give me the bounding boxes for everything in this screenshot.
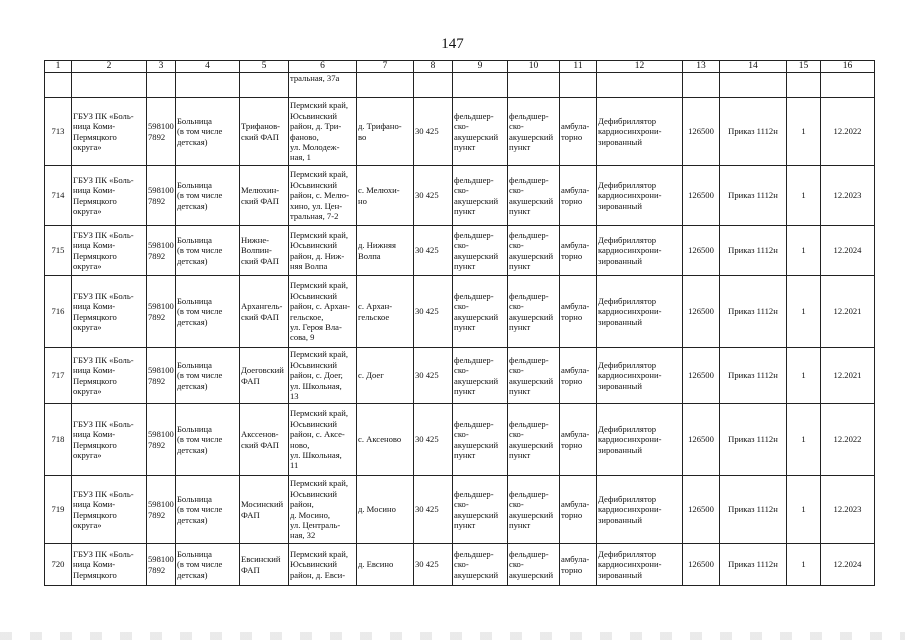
cell-address: Пермский край, Юсьвинский район, с. Доег, ул. Школьная, 13 bbox=[289, 348, 357, 404]
cell-code: 598100 7892 bbox=[147, 166, 176, 226]
cell-code: 598100 7892 bbox=[147, 404, 176, 476]
cell-n: 716 bbox=[45, 276, 72, 348]
table-row bbox=[45, 276, 875, 348]
column-header-10: 10 bbox=[508, 61, 560, 73]
cell-order: Приказ 1112н bbox=[720, 226, 787, 276]
column-header-3: 3 bbox=[147, 61, 176, 73]
cell-code: 598100 7892 bbox=[147, 544, 176, 586]
cell-code13: 126500 bbox=[683, 544, 720, 586]
cell-col9: фельдшер- ско- акушерский пункт bbox=[453, 404, 508, 476]
cell-order: Приказ 1112н bbox=[720, 348, 787, 404]
cell-qty: 1 bbox=[787, 348, 821, 404]
table-row bbox=[45, 348, 875, 404]
cell-device: Дефибриллятор кардиосинхрони- зированный bbox=[597, 404, 683, 476]
cell-col9: фельдшер- ско- акушерский bbox=[453, 544, 508, 586]
column-header-8: 8 bbox=[414, 61, 453, 73]
cell-col11: амбула- торно bbox=[560, 166, 597, 226]
cell-date: 12.2022 bbox=[821, 98, 875, 166]
column-header-5: 5 bbox=[240, 61, 289, 73]
cell-org: ГБУЗ ПК «Боль- ница Коми- Пермяцкого округа» bbox=[72, 98, 147, 166]
cell-device: Дефибриллятор кардиосинхрони- зированный bbox=[597, 348, 683, 404]
cell-qty: 1 bbox=[787, 476, 821, 544]
cell-type: Больница (в том числе детская) bbox=[176, 98, 240, 166]
cell-qty: 1 bbox=[787, 226, 821, 276]
cell-org: ГБУЗ ПК «Боль- ница Коми- Пермяцкого округа» bbox=[72, 404, 147, 476]
column-header-14: 14 bbox=[720, 61, 787, 73]
cell-n: 718 bbox=[45, 404, 72, 476]
cell-col11: амбула- торно bbox=[560, 98, 597, 166]
cell-col10: фельдшер- ско- акушерский пункт bbox=[508, 404, 560, 476]
table-row bbox=[45, 166, 875, 226]
table-row bbox=[45, 544, 875, 586]
cell-org: ГБУЗ ПК «Боль- ница Коми- Пермяцкого округа» bbox=[72, 166, 147, 226]
cell-col10: фельдшер- ско- акушерский пункт bbox=[508, 476, 560, 544]
cell-col8: 30 425 bbox=[414, 404, 453, 476]
cell-address: Пермский край, Юсьвинский район, с. Мелю- хино, ул. Цен- тральная, 7-2 bbox=[289, 166, 357, 226]
cell-org: ГБУЗ ПК «Боль- ница Коми- Пермяцкого округа» bbox=[72, 476, 147, 544]
table-row bbox=[45, 226, 875, 276]
cell-col8: 30 425 bbox=[414, 98, 453, 166]
table-row bbox=[45, 98, 875, 166]
cell-type: Больница (в том числе детская) bbox=[176, 544, 240, 586]
cell-col8: 30 425 bbox=[414, 348, 453, 404]
cell-qty: 1 bbox=[787, 544, 821, 586]
cell-col11: амбула- торно bbox=[560, 226, 597, 276]
cell-n: 720 bbox=[45, 544, 72, 586]
cell-unit: Мелюхин- ский ФАП bbox=[240, 166, 289, 226]
cell-unit: Архангель- ский ФАП bbox=[240, 276, 289, 348]
cell-type: Больница (в том числе детская) bbox=[176, 476, 240, 544]
cell-unit: Акссенов- ский ФАП bbox=[240, 404, 289, 476]
cell-address: Пермский край, Юсьвинский район, д. Мосино, ул. Централь- ная, 32 bbox=[289, 476, 357, 544]
cell-org: ГБУЗ ПК «Боль- ница Коми- Пермяцкого округа» bbox=[72, 276, 147, 348]
cell-org: ГБУЗ ПК «Боль- ница Коми- Пермяцкого округа» bbox=[72, 348, 147, 404]
cell-settlement: д. Трифано- во bbox=[357, 98, 414, 166]
cell-code13: 126500 bbox=[683, 276, 720, 348]
cell-col10: фельдшер- ско- акушерский пункт bbox=[508, 226, 560, 276]
cell-order: Приказ 1112н bbox=[720, 166, 787, 226]
column-header-9: 9 bbox=[453, 61, 508, 73]
table-row bbox=[45, 404, 875, 476]
cell-qty: 1 bbox=[787, 404, 821, 476]
cell-unit: Трифанов- ский ФАП bbox=[240, 98, 289, 166]
cell-order: Приказ 1112н bbox=[720, 276, 787, 348]
cell-n: 715 bbox=[45, 226, 72, 276]
column-header-1: 1 bbox=[45, 61, 72, 73]
cell-settlement: д. Нижняя Волпа bbox=[357, 226, 414, 276]
cell-order: Приказ 1112н bbox=[720, 476, 787, 544]
cell-code13: 126500 bbox=[683, 166, 720, 226]
cell-address: Пермский край, Юсьвинский район, с. Архан- гельское, ул. Героя Вла- сова, 9 bbox=[289, 276, 357, 348]
cell-date: 12.2022 bbox=[821, 404, 875, 476]
cell-date: 12.2021 bbox=[821, 276, 875, 348]
cell-n: 717 bbox=[45, 348, 72, 404]
cell-qty: 1 bbox=[787, 166, 821, 226]
registry-table bbox=[44, 60, 875, 586]
cell-address: Пермский край, Юсьвинский район, д. Ниж- няя Волпа bbox=[289, 226, 357, 276]
cell-col9: фельдшер- ско- акушерский пункт bbox=[453, 476, 508, 544]
cell-org: ГБУЗ ПК «Боль- ница Коми- Пермяцкого bbox=[72, 544, 147, 586]
cell-code13: 126500 bbox=[683, 226, 720, 276]
cell-col10: фельдшер- ско- акушерский пункт bbox=[508, 276, 560, 348]
cell-col11: амбула- торно bbox=[560, 404, 597, 476]
column-header-7: 7 bbox=[357, 61, 414, 73]
table-row bbox=[45, 476, 875, 544]
column-header-15: 15 bbox=[787, 61, 821, 73]
cell-unit: Нижне- Волпин- ский ФАП bbox=[240, 226, 289, 276]
cell-unit: Доеговский ФАП bbox=[240, 348, 289, 404]
cell-code: 598100 7892 bbox=[147, 348, 176, 404]
cell-address: Пермский край, Юсьвинский район, с. Аксе- ново, ул. Школьная, 11 bbox=[289, 404, 357, 476]
cell-settlement: д. Мосино bbox=[357, 476, 414, 544]
cell-qty: 1 bbox=[787, 276, 821, 348]
cell-device: Дефибриллятор кардиосинхрони- зированный bbox=[597, 476, 683, 544]
cell-org: ГБУЗ ПК «Боль- ница Коми- Пермяцкого округа» bbox=[72, 226, 147, 276]
cell-unit: Мосинский ФАП bbox=[240, 476, 289, 544]
cell-col10: фельдшер- ско- акушерский bbox=[508, 544, 560, 586]
cell-col10: фельдшер- ско- акушерский пункт bbox=[508, 166, 560, 226]
cell-settlement: с. Аксеново bbox=[357, 404, 414, 476]
cell-type: Больница (в том числе детская) bbox=[176, 226, 240, 276]
cell-col9: фельдшер- ско- акушерский пункт bbox=[453, 276, 508, 348]
scan-edge-artifact bbox=[0, 632, 905, 640]
cell-settlement: с. Доег bbox=[357, 348, 414, 404]
cell-col8: 30 425 bbox=[414, 226, 453, 276]
cell-date: 12.2023 bbox=[821, 166, 875, 226]
cell-col8: 30 425 bbox=[414, 544, 453, 586]
column-header-6: 6 bbox=[289, 61, 357, 73]
cell-col8: 30 425 bbox=[414, 166, 453, 226]
cell-code13: 126500 bbox=[683, 404, 720, 476]
cell-date: 12.2024 bbox=[821, 544, 875, 586]
cell-address: Пермский край, Юсьвинский район, д. Евси- bbox=[289, 544, 357, 586]
cell-type: Больница (в том числе детская) bbox=[176, 348, 240, 404]
header-row bbox=[45, 61, 875, 73]
cell-order: Приказ 1112н bbox=[720, 404, 787, 476]
column-header-13: 13 bbox=[683, 61, 720, 73]
cell-qty: 1 bbox=[787, 98, 821, 166]
cell-device: Дефибриллятор кардиосинхрони- зированный bbox=[597, 98, 683, 166]
cell-col10: фельдшер- ско- акушерский пункт bbox=[508, 98, 560, 166]
column-header-12: 12 bbox=[597, 61, 683, 73]
cell-date: 12.2021 bbox=[821, 348, 875, 404]
column-header-11: 11 bbox=[560, 61, 597, 73]
cell-col9: фельдшер- ско- акушерский пункт bbox=[453, 98, 508, 166]
cell-order: Приказ 1112н bbox=[720, 98, 787, 166]
cell-n: 713 bbox=[45, 98, 72, 166]
cell-col8: 30 425 bbox=[414, 476, 453, 544]
cell-device: Дефибриллятор кардиосинхрони- зированный bbox=[597, 226, 683, 276]
cell-settlement: с. Архан- гельское bbox=[357, 276, 414, 348]
cell-type: Больница (в том числе детская) bbox=[176, 404, 240, 476]
column-header-2: 2 bbox=[72, 61, 147, 73]
cell-col8: 30 425 bbox=[414, 276, 453, 348]
cell-col9: фельдшер- ско- акушерский пункт bbox=[453, 166, 508, 226]
cell-code13: 126500 bbox=[683, 476, 720, 544]
column-header-16: 16 bbox=[821, 61, 875, 73]
cell-date: 12.2023 bbox=[821, 476, 875, 544]
cell-n: 714 bbox=[45, 166, 72, 226]
cell-code: 598100 7892 bbox=[147, 276, 176, 348]
cell-col9: фельдшер- ско- акушерский пункт bbox=[453, 226, 508, 276]
cell-settlement: с. Мелюхи- но bbox=[357, 166, 414, 226]
cell-code13: 126500 bbox=[683, 348, 720, 404]
cell-n: 719 bbox=[45, 476, 72, 544]
cell-col11: амбула- торно bbox=[560, 276, 597, 348]
cell-device: Дефибриллятор кардиосинхрони- зированный bbox=[597, 276, 683, 348]
cell-type: Больница (в том числе детская) bbox=[176, 166, 240, 226]
cell-code: 598100 7892 bbox=[147, 226, 176, 276]
cell-col11: амбула- торно bbox=[560, 544, 597, 586]
cell-col11: амбула- торно bbox=[560, 476, 597, 544]
cell-code: 598100 7892 bbox=[147, 476, 176, 544]
cell-col9: фельдшер- ско- акушерский пункт bbox=[453, 348, 508, 404]
cell-device: Дефибриллятор кардиосинхрони- зированный bbox=[597, 544, 683, 586]
cell-col11: амбула- торно bbox=[560, 348, 597, 404]
continuation-text: тральная, 37а bbox=[289, 73, 357, 98]
cell-type: Больница (в том числе детская) bbox=[176, 276, 240, 348]
cell-settlement: д. Евсино bbox=[357, 544, 414, 586]
cell-device: Дефибриллятор кардиосинхрони- зированный bbox=[597, 166, 683, 226]
continuation-row bbox=[45, 73, 875, 98]
cell-code13: 126500 bbox=[683, 98, 720, 166]
column-header-4: 4 bbox=[176, 61, 240, 73]
cell-code: 598100 7892 bbox=[147, 98, 176, 166]
cell-col10: фельдшер- ско- акушерский пункт bbox=[508, 348, 560, 404]
cell-unit: Евсинский ФАП bbox=[240, 544, 289, 586]
cell-date: 12.2024 bbox=[821, 226, 875, 276]
cell-address: Пермский край, Юсьвинский район, д. Три- фаново, ул. Молодеж- ная, 1 bbox=[289, 98, 357, 166]
cell-order: Приказ 1112н bbox=[720, 544, 787, 586]
page-number: 147 bbox=[441, 36, 464, 52]
